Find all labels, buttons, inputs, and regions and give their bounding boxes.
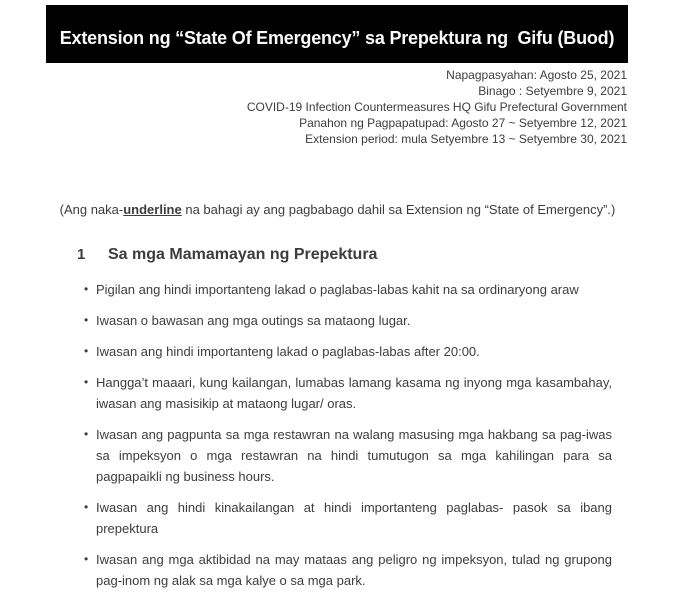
bullet-icon: • xyxy=(84,427,89,441)
header-info-line: Extension period: mula Setyembre 13 ~ Setyembre 30, 2021 xyxy=(305,132,627,146)
list-item xyxy=(84,341,612,362)
list-item-text: Iwasan ang mga aktibidad na may mataas ang peligro ng impeksyon, tulad ng grupong pag-inom ng alak sa mga kalye o sa mga park. xyxy=(96,552,612,588)
bullet-icon: • xyxy=(84,344,89,358)
bullet-list xyxy=(84,279,612,591)
revision-note xyxy=(0,202,675,218)
list-item xyxy=(84,279,612,300)
header-info xyxy=(0,67,627,147)
header-info-line: Panahon ng Pagpapatupad: Agosto 27 ~ Setyembre 12, 2021 xyxy=(299,116,627,130)
list-item xyxy=(84,549,612,591)
list-item-text: Iwasan ang pagpunta sa mga restawran na walang masusing mga hakbang sa pag-iwas sa impeksyon o mga restawran na hindi tumutugon sa mga kahilingan para sa pagpapaikli ng business hours. xyxy=(96,427,612,484)
list-item-text: Iwasan o bawasan ang mga outings sa mataong lugar. xyxy=(96,313,411,328)
revision-note-prefix: (Ang naka- xyxy=(59,202,124,217)
list-item xyxy=(84,497,612,539)
section-heading xyxy=(77,245,675,265)
header-info-line: COVID-19 Infection Countermeasures HQ Gifu Prefectural Government xyxy=(246,100,627,114)
list-item xyxy=(84,424,612,487)
section-title: Sa mga Mamamayan ng Prepektura xyxy=(108,246,378,263)
list-item xyxy=(84,310,612,331)
revision-note-suffix: na bahagi ay ang pagbabago dahil sa Extension ng “State of Emergency”.) xyxy=(181,202,616,217)
bullet-icon: • xyxy=(84,552,89,566)
header-info-line: Napagpasyahan: Agosto 25, 2021 xyxy=(446,68,627,82)
underlined-term: underline xyxy=(123,202,182,217)
bullet-icon: • xyxy=(84,500,89,514)
list-item-text: Iwasan ang hindi kinakailangan at hindi importanteng paglabas- pasok sa ibang prepektura xyxy=(96,500,612,536)
document-title: Extension ng “State Of Emergency” sa Prepektura ng Gifu (Buod) xyxy=(59,28,615,48)
title-banner xyxy=(46,5,628,63)
list-item-text: Iwasan ang hindi importanteng lakad o paglabas-labas after 20:00. xyxy=(96,344,480,359)
header-info-line: Binago : Setyembre 9, 2021 xyxy=(478,84,627,98)
section-number: 1 xyxy=(77,246,86,263)
bullet-icon: • xyxy=(84,313,89,327)
list-item xyxy=(84,372,612,414)
bullet-icon: • xyxy=(84,375,89,389)
bullet-icon: • xyxy=(84,282,89,296)
list-item-text: Pigilan ang hindi importanteng lakad o paglabas-labas kahit na sa ordinaryong araw xyxy=(96,282,579,297)
list-item-text: Hangga’t maaari, kung kailangan, lumabas lamang kasama ng inyong mga kasambahay, iwasan ang masisikip at mataong lugar/ oras. xyxy=(96,375,612,411)
